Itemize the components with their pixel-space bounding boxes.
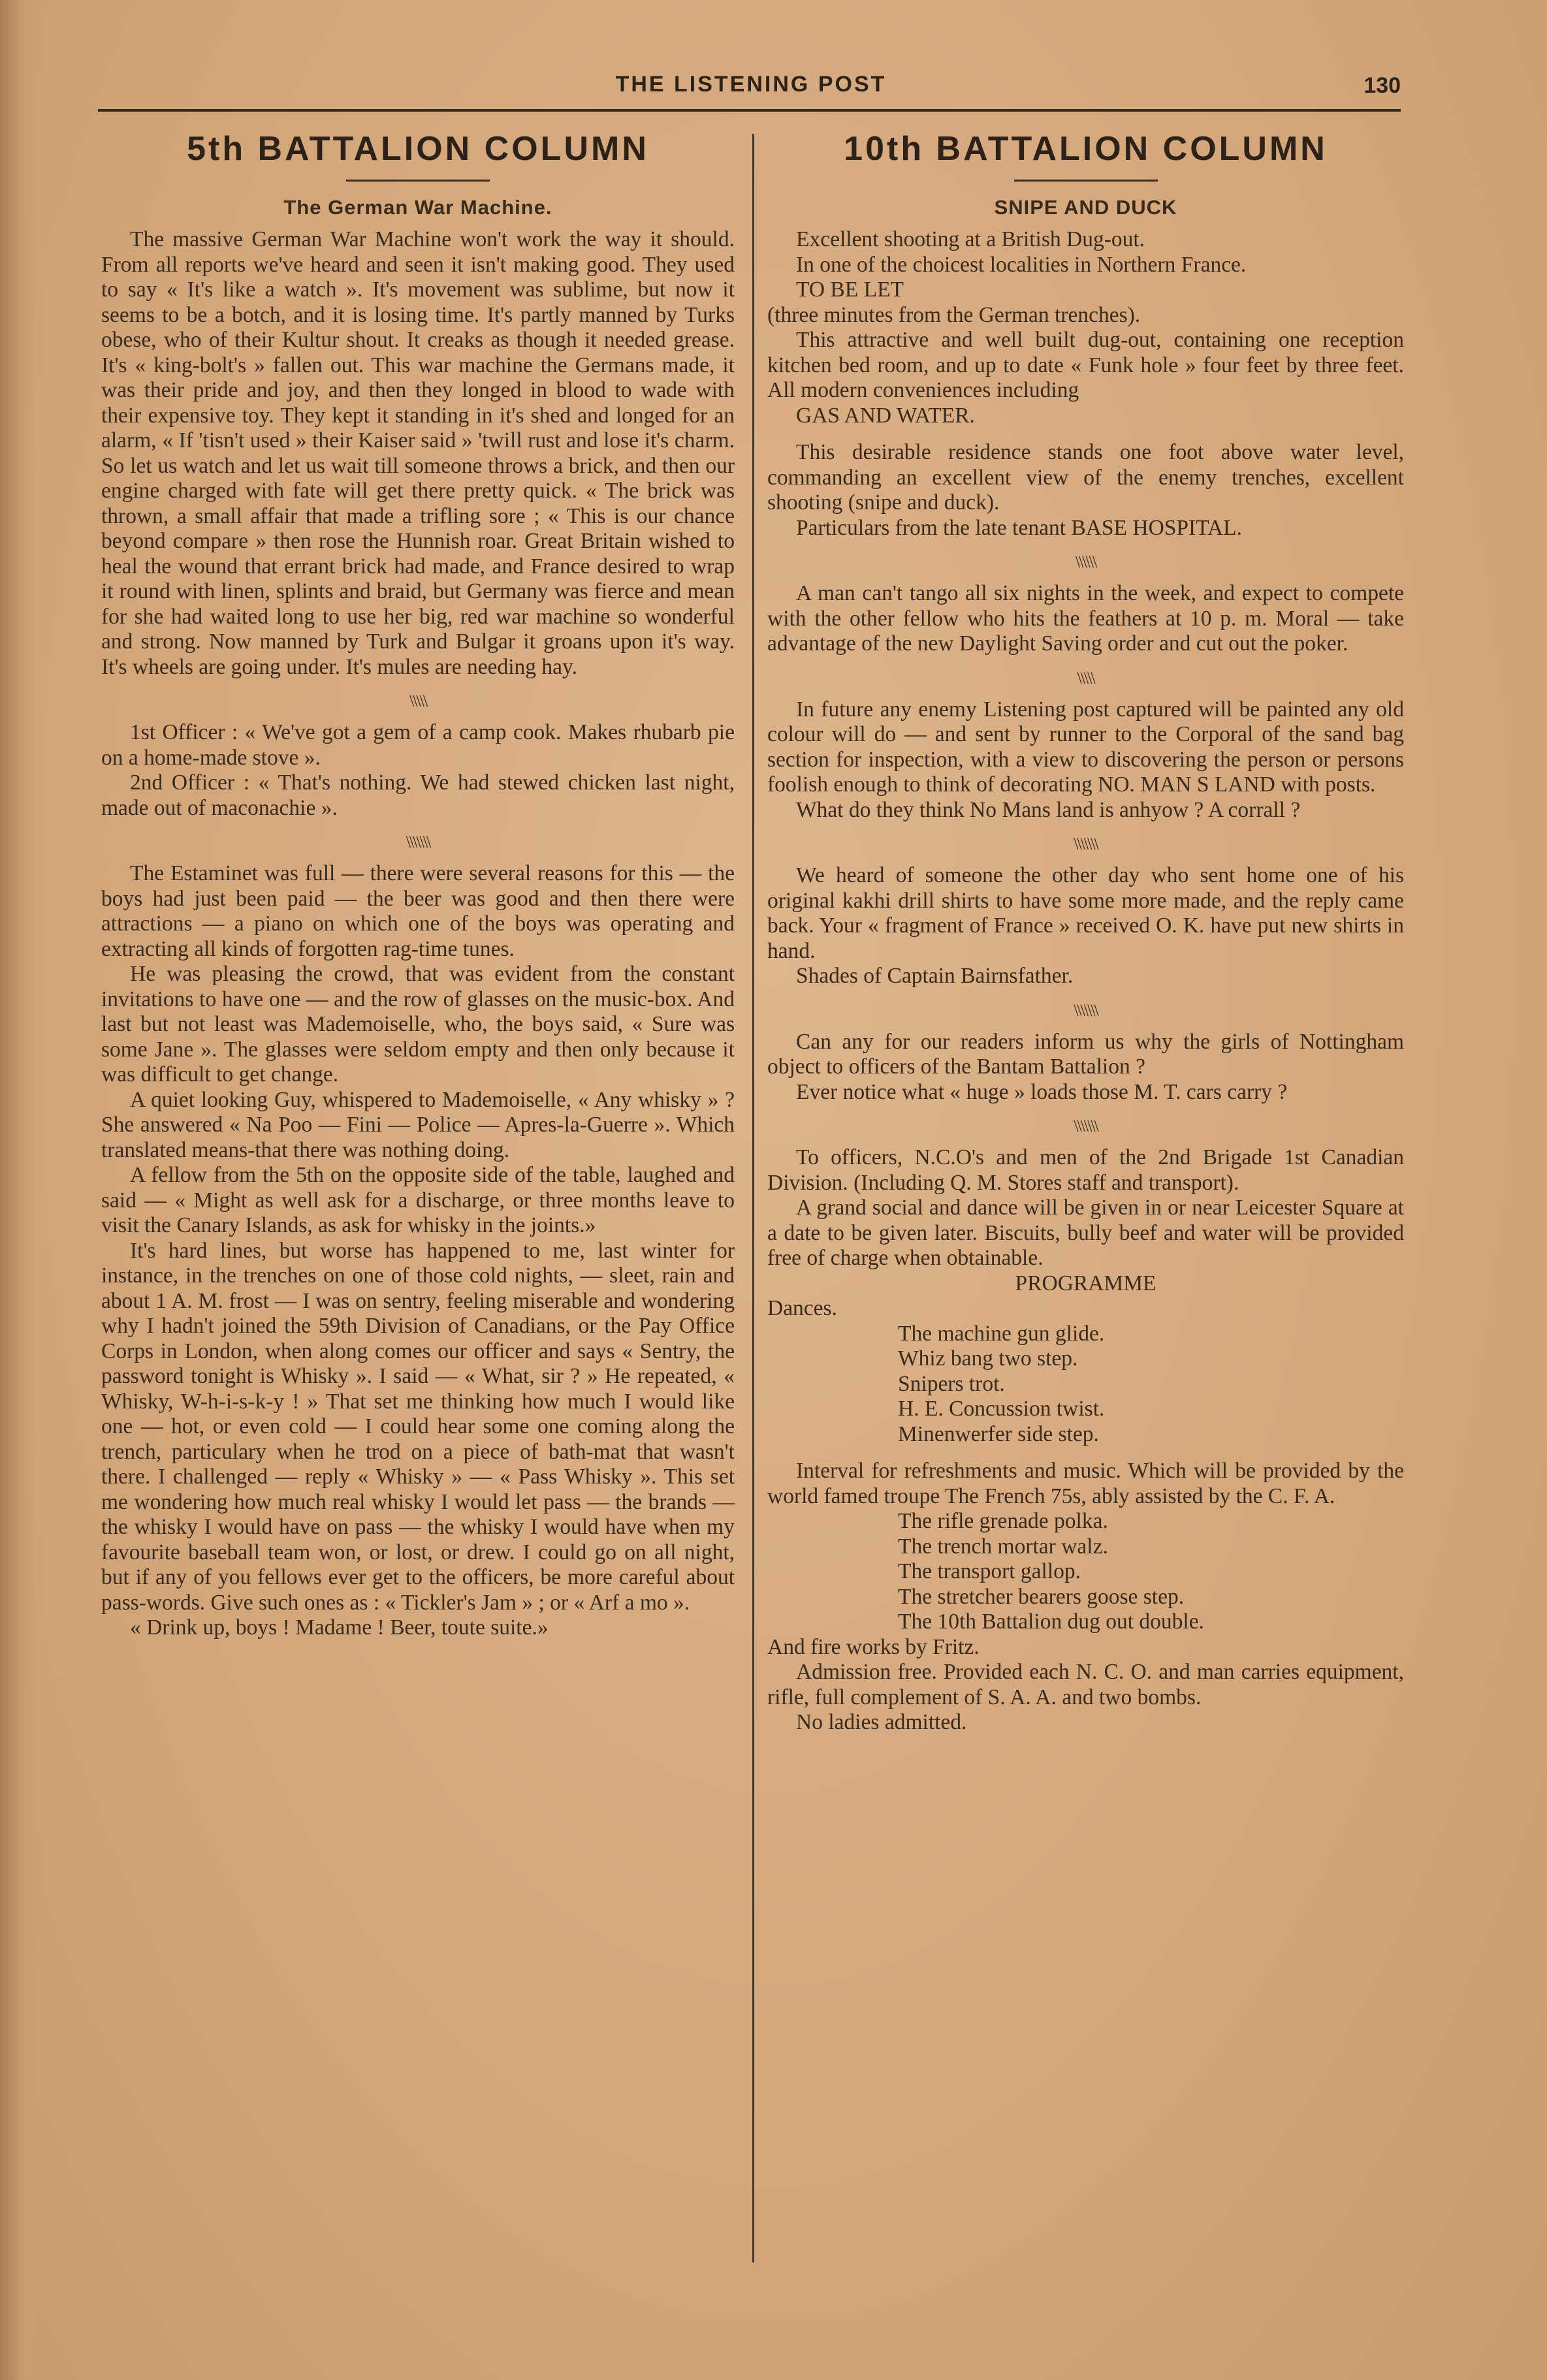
fireworks-line: And fire works by Fritz. <box>767 1634 980 1659</box>
no-ladies-line: No ladies admitted. <box>796 1710 967 1735</box>
german-war-machine-text: The massive German War Machine won't work the way it should. From all reports we've heard and seen it isn't making good. They used to say « It's like a watch ». It's movement was sublime, but now it seems to be a botch, and it is losing time. It's partly manned by Turks obese, who of their Kultur shout. It creaks as though it needed grease. It's « king-bolt's » fallen out. This war machine the Germans made, it was their pride and joy, and then they longed in blood to wade with their expensive toy. They kept it standing in it's shed and longed for an alarm, « If 'tisn't used » their Kaiser said » 'twill rust and lose it's charm. So let us watch and let us wait till someone throws a brick, and then our engine charged with fate will get there pretty quick. « The brick was thrown, a small affair that made a trifling sore ; « This is our chance beyond compare » then rose the Hunnish roar. Great Britain wished to heal the wound that errant brick had made, and France desired to wrap it round with linen, splints and braid, but Germany was fierce and mean for she had waited long to use her big, red war machine so wonderful and strong. Now manned by Turk and Bulgar it groans upon it's way. It's wheels are going under. It's mules are needing hay. <box>101 227 735 679</box>
bairnsfather-line: Shades of Captain Bairnsfather. <box>796 964 1074 989</box>
interval-item: The 10th Battalion dug out double. <box>898 1610 1204 1634</box>
page-fold-edge <box>0 0 39 2380</box>
ad-line: In one of the choicest localities in Northern France. <box>796 252 1247 277</box>
dance-item: H. E. Concussion twist. <box>898 1397 1105 1421</box>
programme-title: PROGRAMME <box>1015 1271 1156 1295</box>
separator: \\\\\\\ <box>1074 1117 1098 1136</box>
social-paragraph: A grand social and dance will be given in or near Leicester Square at a date to be given later. Biscuits, bully beef and water will be provided free of charge when obtainable. <box>767 1196 1404 1271</box>
dance-item: Whiz bang two step. <box>898 1346 1078 1371</box>
separator: \\\\\\\ <box>1074 1000 1098 1020</box>
ad-line: Particulars from the late tenant BASE HOSPITAL. <box>796 515 1243 540</box>
estaminet-paragraph: A quiet looking Guy, whispered to Mademoiselle, « Any whisky » ? She answered « Na Poo — Fini — Police — Apres-la-Guerre ». Which translated means-that there was nothing doing. <box>101 1087 735 1162</box>
estaminet-paragraph: « Drink up, boys ! Madame ! Beer, toute suite.» <box>130 1615 549 1640</box>
german-war-machine-title: The German War Machine. <box>283 196 552 219</box>
right-column-title: 10th BATTALION COLUMN <box>844 130 1328 168</box>
separator: \\\\\\\ <box>1074 834 1098 854</box>
mt-cars-paragraph: Ever notice what « huge » loads those M. T. cars carry ? <box>796 1079 1288 1104</box>
estaminet-paragraph: It's hard lines, but worse has happened to me, last winter for instance, in the trenches on one of those cold nights, — sleet, rain and about 1 A. M. frost — I was on sentry, feeling miserable and wondering why I hadn't joined the 59th Division of Canadians, or the Pay Office Corps in London, when along comes our officer and says « Sentry, the password tonight is Whisky ». I said — « What, sir ? » He repeated, « Whisky, W-h-i-s-k-y ! » That set me thinking how much I would like one — hot, or even cold — I could hear some one coming along the trench, particulary when he trod on a piece of bath-mat that wasn't there. I challenged — reply « Whisky » — « Pass Whisky ». This set me wondering how much real whisky I would let pass — the brands — the whisky I would have on pass — the whisky I would have when my favourite baseball team won, or lost, or drew. I could go on all night, but if any of you fellows ever get to the officers, be more careful about pass-words. Give such ones as : « Tickler's Jam » ; or « Arf a mo ». <box>101 1238 735 1615</box>
estaminet-paragraph: A fellow from the 5th on the opposite side of the table, laughed and said — « Might as well ask for a discharge, or three months leave to visit the Canary Islands, as ask for whisky in the joints.» <box>101 1163 735 1238</box>
snipe-and-duck-title: SNIPE AND DUCK <box>994 196 1177 219</box>
right-title-rule <box>1014 180 1158 182</box>
page-number: 130 <box>1364 73 1401 98</box>
estaminet-paragraph: The Estaminet was full — there were several reasons for this — the boys had just been paid — the beer was good and then there were attractions — a piano on which one of the boys was operating and extracting all kinds of forgotten rag-time tunes. <box>101 861 735 961</box>
interval-paragraph: Interval for refreshments and music. Which will be provided by the world famed troupe The French 75s, ably assisted by the C. F. A. <box>767 1459 1404 1508</box>
separator: \\\\\ <box>1077 668 1094 688</box>
separator: \\\\\\ <box>1075 552 1096 572</box>
page-header <box>101 72 1401 111</box>
cook-joke-2: 2nd Officer : « That's nothing. We had stewed chicken last night, made out of maconachie ». <box>101 770 735 820</box>
left-column-title: 5th BATTALION COLUMN <box>187 130 649 168</box>
publication-title: THE LISTENING POST <box>615 72 887 97</box>
ad-line: GAS AND WATER. <box>796 403 975 428</box>
interval-item: The transport gallop. <box>898 1559 1081 1584</box>
officers-paragraph: To officers, N.C.O's and men of the 2nd Brigade 1st Canadian Division. (Including Q. M. Stores staff and transport). <box>767 1145 1404 1195</box>
dance-item: Snipers trot. <box>898 1371 1005 1396</box>
tango-paragraph: A man can't tango all six nights in the week, and expect to compete with the other fellow who hits the feathers at 10 p. m. Moral — take advantage of the new Daylight Saving order and cut out the poker. <box>767 581 1404 656</box>
no-mans-land-paragraph: What do they think No Mans land is anhyow ? A corrall ? <box>796 797 1301 822</box>
listening-post-paragraph: In future any enemy Listening post captured will be painted any old colour will do — and sent by runner to the Corporal of the sand bag section for inspection, with a view to discovering the person or persons foolish enough to think of decorating NO. MAN S LAND with posts. <box>767 697 1404 797</box>
interval-item: The rifle grenade polka. <box>898 1509 1108 1534</box>
interval-item: The trench mortar walz. <box>898 1534 1108 1559</box>
left-column <box>101 124 735 1641</box>
separator: \\\\\ <box>409 691 427 711</box>
header-rule <box>98 109 1401 112</box>
ad-line: (three minutes from the German trenches). <box>767 302 1141 327</box>
separator: \\\\\\\ <box>406 833 430 852</box>
dance-item: Minenwerfer side step. <box>898 1421 1099 1446</box>
column-divider <box>752 134 754 2262</box>
shirts-paragraph: We heard of someone the other day who sent home one of his original kakhi drill shirts to have some more made, and the reply came back. Your « fragment of France » received O. K. have put new shirts in hand. <box>767 863 1404 963</box>
dance-item: The machine gun glide. <box>898 1321 1105 1346</box>
cook-joke-1: 1st Officer : « We've got a gem of a camp cook. Makes rhubarb pie on a home-made stove ». <box>101 720 735 770</box>
dances-label: Dances. <box>767 1296 837 1321</box>
estaminet-paragraph: He was pleasing the crowd, that was evident from the constant invitations to have one — and the row of glasses on the music-box. And last but not least was Mademoiselle, who, the boys said, « Sure was some Jane ». The glasses were seldom empty and then only because it was difficult to get change. <box>101 962 735 1087</box>
ad-line: This attractive and well built dug-out, containing one reception kitchen bed room, and up to date « Funk hole » four feet by three feet. All modern conveniences including <box>767 328 1404 403</box>
ad-line: Excellent shooting at a British Dug-out. <box>796 227 1145 252</box>
left-title-rule <box>346 180 490 182</box>
admission-paragraph: Admission free. Provided each N. C. O. and man carries equipment, rifle, full complement of S. A. A. and two bombs. <box>767 1660 1404 1709</box>
nottingham-paragraph: Can any for our readers inform us why the girls of Nottingham object to officers of the Bantam Battalion ? <box>767 1029 1404 1079</box>
ad-line: TO BE LET <box>796 278 904 302</box>
interval-item: The stretcher bearers goose step. <box>898 1584 1185 1609</box>
right-column <box>767 124 1404 1736</box>
ad-line: This desirable residence stands one foot above water level, commanding an excellent view of the enemy trenches, excellent shooting (snipe and duck). <box>767 440 1404 515</box>
